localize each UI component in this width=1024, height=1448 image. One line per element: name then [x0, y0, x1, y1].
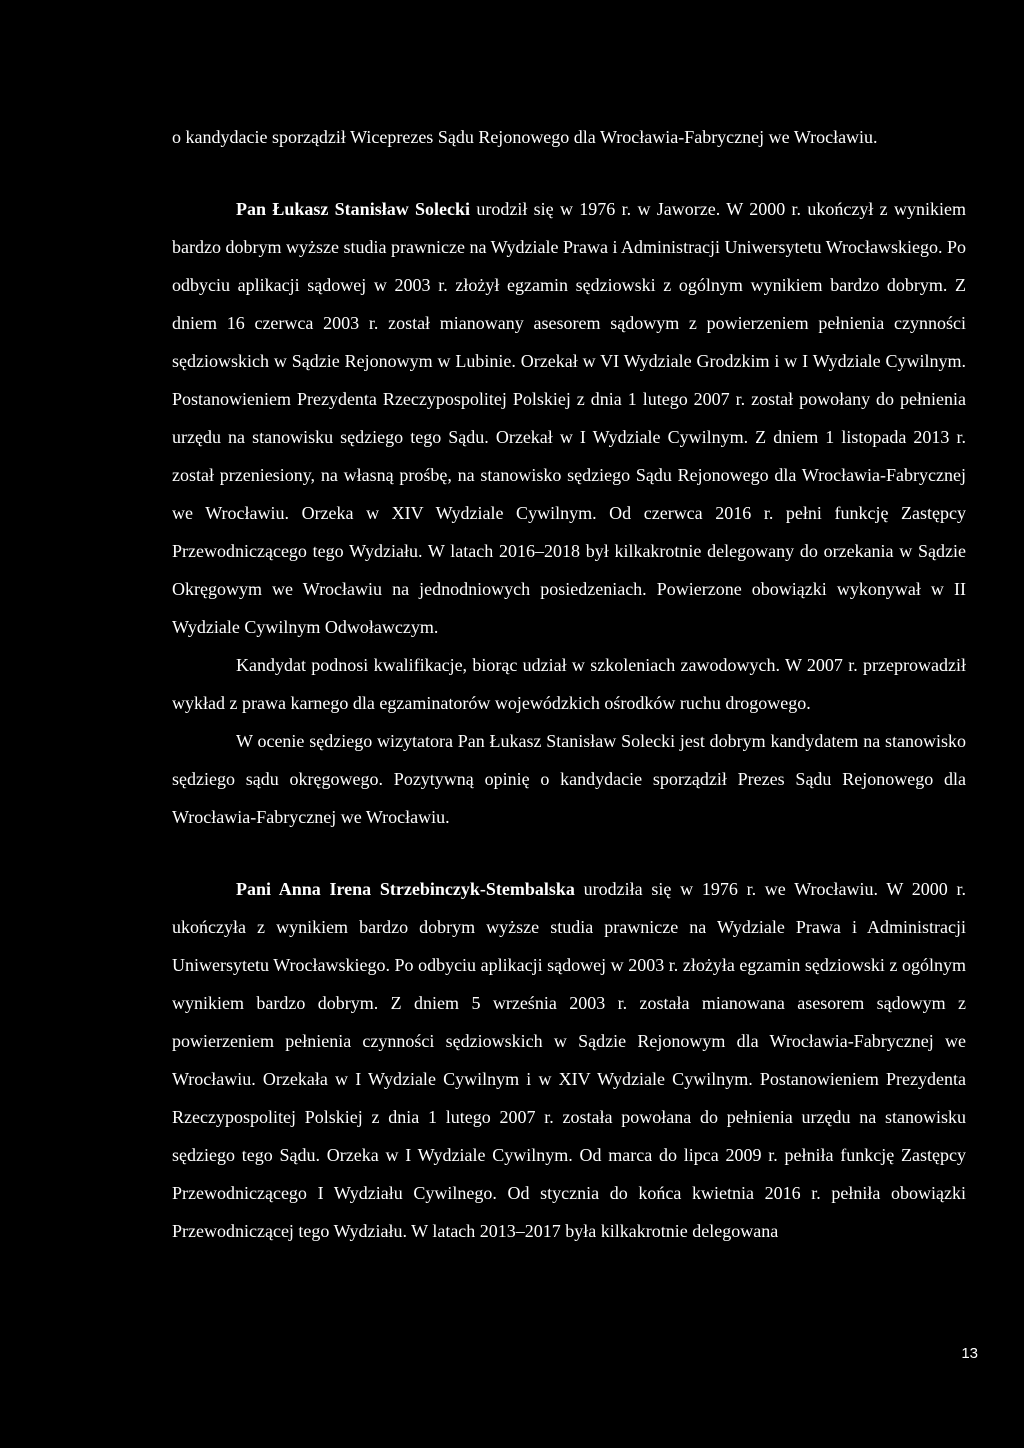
candidate-name: Pani Anna Irena Strzebinczyk-Stembalska [236, 879, 575, 899]
paragraph-text: urodziła się w 1976 r. we Wrocławiu. W 2000 r. ukończyła z wynikiem bardzo dobrym wyższe studia prawnicze na Wydziale Prawa i Administracji Uniwersytetu Wrocławskiego. Po odbyciu aplikacji sądowej w 2003 r. złożyła egzamin sędziowski z ogólnym wynikiem bardzo dobrym. Z dniem 5 września 2003 r. została mianowana asesorem sądowym z powierzeniem pełnienia czynności sędziowskich w Sądzie Rejonowym dla Wrocławia-Fabrycznej we Wrocławiu. Orzekała w I Wydziale Cywilnym i w XIV Wydziale Cywilnym. Postanowieniem Prezydenta Rzeczypospolitej Polskiej z dnia 1 lutego 2007 r. została powołana do pełnienia urzędu na stanowisku sędziego tego Sądu. Orzeka w I Wydziale Cywilnym. Od marca do lipca 2009 r. pełniła funkcję Zastępcy Przewodniczącego I Wydziału Cywilnego. Od stycznia do końca kwietnia 2016 r. pełniła obowiązki Przewodniczącej tego Wydziału. W latach 2013–2017 była kilkakrotnie delegowana [172, 879, 967, 1241]
paragraph-lukasz-solecki-bio [172, 190, 966, 646]
paragraph-continuation [172, 118, 966, 156]
paragraph-anna-strzebinczyk-bio [172, 870, 966, 1250]
paragraph-qualifications [172, 646, 966, 722]
page-number: 13 [961, 1345, 978, 1362]
paragraph-assessment [172, 722, 966, 836]
document-body [172, 118, 966, 1250]
paragraph-text: urodził się w 1976 r. w Jaworze. W 2000 r. ukończył z wynikiem bardzo dobrym wyższe studia prawnicze na Wydziale Prawa i Administracji Uniwersytetu Wrocławskiego. Po odbyciu aplikacji sądowej w 2003 r. złożył egzamin sędziowski z ogólnym wynikiem bardzo dobrym. Z dniem 16 czerwca 2003 r. został mianowany asesorem sądowym z powierzeniem pełnienia czynności sędziowskich w Sądzie Rejonowym w Lubinie. Orzekał w VI Wydziale Grodzkim i w I Wydziale Cywilnym. Postanowieniem Prezydenta Rzeczypospolitej Polskiej z dnia 1 lutego 2007 r. został powołany do pełnienia urzędu na stanowisku sędziego tego Sądu. Orzekał w I Wydziale Cywilnym. Z dniem 1 listopada 2013 r. został przeniesiony, na własną prośbę, na stanowisko sędziego Sądu Rejonowego dla Wrocławia-Fabrycznej we Wrocławiu. Orzeka w XIV Wydziale Cywilnym. Od czerwca 2016 r. pełni funkcję Zastępcy Przewodniczącego tego Wydziału. W latach 2016–2018 był kilkakrotnie delegowany do orzekania w Sądzie Okręgowym we Wrocławiu na jednodniowych posiedzeniach. Powierzone obowiązki wykonywał w II Wydziale Cywilnym Odwoławczym. [172, 199, 966, 637]
candidate-name: Pan Łukasz Stanisław Solecki [236, 199, 471, 219]
paragraph-text: o kandydacie sporządził Wiceprezes Sądu Rejonowego dla Wrocławia-Fabrycznej we Wrocławiu. [172, 127, 878, 147]
paragraph-text: Kandydat podnosi kwalifikacje, biorąc udział w szkoleniach zawodowych. W 2007 r. przeprowadził wykład z prawa karnego dla egzaminatorów wojewódzkich ośrodków ruchu drogowego. [172, 655, 966, 713]
paragraph-text: W ocenie sędziego wizytatora Pan Łukasz Stanisław Solecki jest dobrym kandydatem na stanowisko sędziego sądu okręgowego. Pozytywną opinię o kandydacie sporządził Prezes Sądu Rejonowego dla Wrocławia-Fabrycznej we Wrocławiu. [172, 731, 966, 827]
